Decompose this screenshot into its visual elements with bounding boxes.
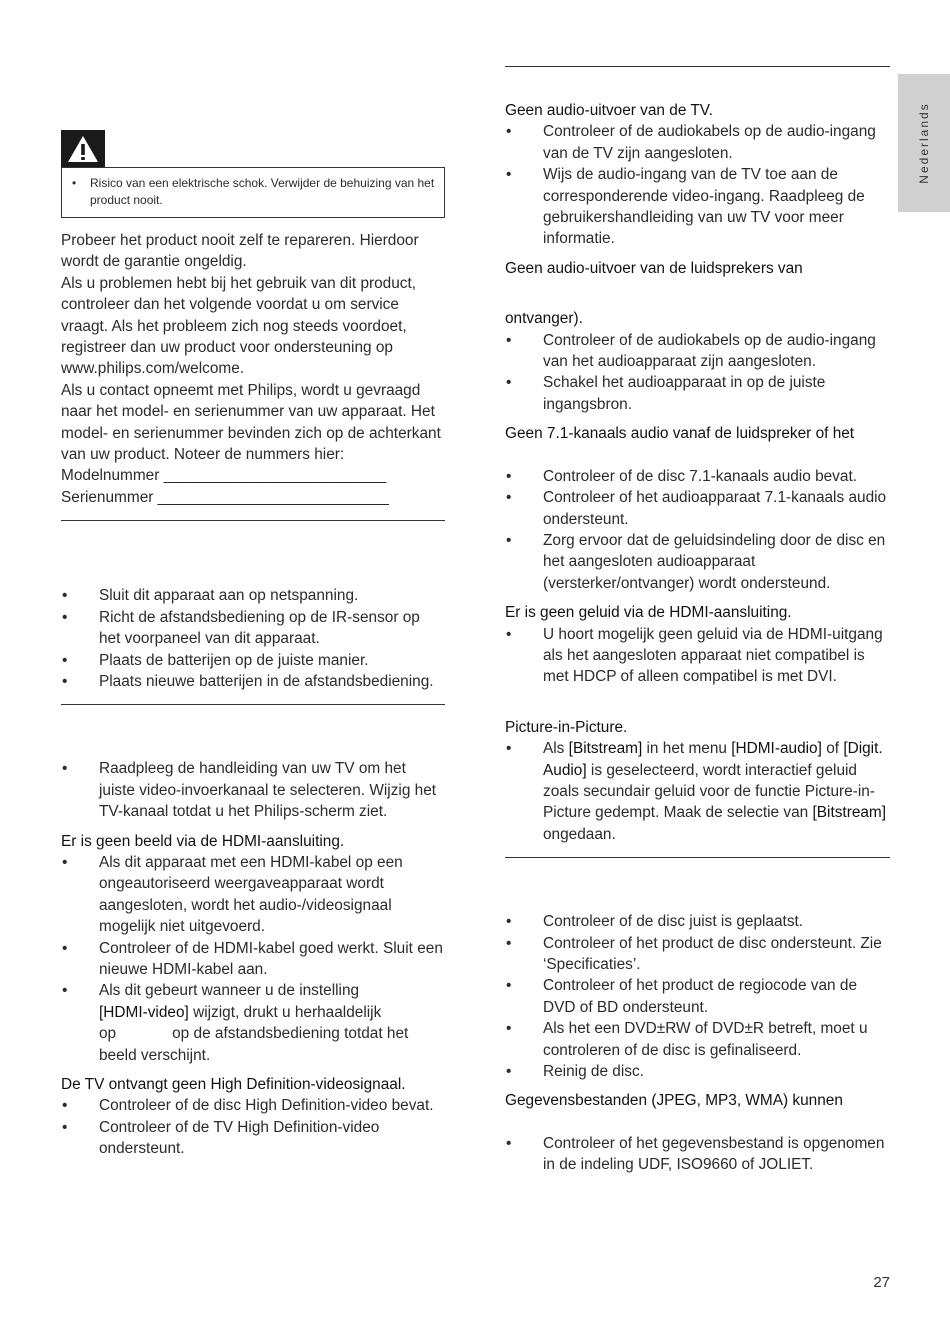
- menu-option-keyword: [Bitstream]: [568, 740, 643, 758]
- left-column: [61, 130, 445, 1160]
- disc-checklist: [505, 911, 890, 1082]
- model-number-line: Modelnummer __________________________: [61, 467, 387, 485]
- speaker-audio-heading-cont: ontvanger).: [505, 310, 583, 328]
- data-files-checklist: [505, 1133, 890, 1176]
- serial-number-line: Serienummer ___________________________: [61, 488, 389, 506]
- list-item: • Controleer of de HDMI-kabel goed werkt. Sluit een nieuwe HDMI-kabel aan.: [61, 938, 445, 981]
- list-item: • Reinig de disc.: [505, 1061, 890, 1082]
- item-text: of: [826, 740, 840, 758]
- list-item: • Wijs de audio-ingang van de TV toe aan de corresponderende video-ingang. Raadpleeg de gebruikershandleiding van uw TV voor meer informatie.: [505, 164, 890, 250]
- pip-checklist: [505, 738, 890, 845]
- hdmi-picture-checklist: [61, 852, 445, 1066]
- list-item: • Controleer of de disc juist is geplaatst.: [505, 911, 890, 932]
- list-item: • Plaats de batterijen op de juiste manier.: [61, 650, 445, 671]
- item-text: op: [99, 1025, 117, 1043]
- hd-video-checklist: [61, 1095, 445, 1159]
- intro-text: [61, 230, 445, 508]
- data-files-heading: Gegevensbestanden (JPEG, MP3, WMA) kunnen: [505, 1092, 843, 1110]
- tv-audio-checklist: [505, 121, 890, 249]
- menu-keyword: [Digit. Audio]: [543, 740, 883, 779]
- pip-heading: Picture-in-Picture.: [505, 718, 628, 736]
- list-item: • Controleer of de disc 7.1-kanaals audio bevat.: [505, 466, 890, 487]
- list-item: • Zorg ervoor dat de geluidsindeling door de disc en het aangesloten audioapparaat (versterker/ontvanger) wordt ondersteund.: [505, 530, 890, 594]
- list-item: • Raadpleeg de handleiding van uw TV om het juiste video-invoerkanaal te selecteren. Wijzig het TV-kanaal totdat u het Philips-scherm ziet.: [61, 758, 445, 822]
- list-item: • Schakel het audioapparaat in op de juiste ingangsbron.: [505, 372, 890, 415]
- list-item: • Controleer of het gegevensbestand is opgenomen in de indeling UDF, ISO9660 of JOLIET.: [505, 1133, 890, 1176]
- list-item: • Controleer of het audioapparaat 7.1-kanaals audio ondersteunt.: [505, 487, 890, 530]
- intro-paragraph: Probeer het product nooit zelf te repareren. Hierdoor wordt de garantie ongeldig.: [61, 232, 419, 271]
- hdmi-sound-checklist: [505, 624, 890, 688]
- item-text: ongedaan.: [543, 825, 616, 843]
- menu-option-keyword: [Bitstream]: [812, 804, 887, 822]
- language-tab-label: Nederlands: [917, 102, 931, 184]
- page-number: 27: [873, 1274, 890, 1291]
- hd-video-heading: De TV ontvangt geen High Definition-videosignaal.: [61, 1076, 406, 1093]
- remote-checklist: [61, 585, 445, 692]
- speaker-audio-checklist: [505, 330, 890, 416]
- list-item: • U hoort mogelijk geen geluid via de HDMI-uitgang als het aangesloten apparaat niet compatibel is met HDCP of alleen compatibel is met DVI.: [505, 624, 890, 688]
- hdmi-picture-heading: Er is geen beeld via de HDMI-aansluiting.: [61, 832, 345, 850]
- list-item: • Plaats nieuwe batterijen in de afstandsbediening.: [61, 671, 445, 692]
- warning-text: • Risico van een elektrische schok. Verwijder de behuizing van het product nooit.: [70, 175, 436, 209]
- intro-paragraph: Als u problemen hebt bij het gebruik van dit product, controleer dan het volgende voordat u om service vraagt. Als het probleem zich nog steeds voordoet, registreer dan uw product voor ondersteuning op www.philips.com/welcome.: [61, 274, 417, 378]
- item-text: op de afstandsbediening totdat het beeld verschijnt.: [99, 1025, 409, 1064]
- right-column: [505, 66, 890, 1176]
- list-item: • Controleer of het product de disc ondersteunt. Zie ‘Specificaties’.: [505, 933, 890, 976]
- item-text: wijzigt, drukt u herhaaldelijk: [193, 1003, 382, 1021]
- speaker-audio-heading: Geen audio-uitvoer van de luidsprekers van: [505, 259, 803, 277]
- warning-box: [61, 168, 445, 218]
- warning-header: [61, 130, 445, 168]
- list-item: • Richt de afstandsbediening op de IR-sensor op het voorpaneel van dit apparaat.: [61, 607, 445, 650]
- language-tab: [898, 74, 950, 212]
- menu-keyword: [HDMI-audio]: [731, 740, 822, 758]
- tv-audio-heading: Geen audio-uitvoer van de TV.: [505, 102, 713, 119]
- item-text: is geselecteerd, wordt interactief geluid zoals secundair geluid voor de functie Picture-in-Picture gedempt. Maak de selectie van: [543, 761, 875, 822]
- hdmi-sound-heading: Er is geen geluid via de HDMI-aansluiting.: [505, 604, 792, 622]
- list-item: [505, 738, 890, 845]
- intro-paragraph: Als u contact opneemt met Philips, wordt u gevraagd naar het model- en serienummer van uw apparaat. Het model- en serienummer bevinden zich op de achterkant van uw product. Noteer de nummers hier:: [61, 381, 441, 464]
- list-item: • Als het een DVD±RW of DVD±R betreft, moet u controleren of de disc is gefinaliseerd.: [505, 1018, 890, 1061]
- list-item: • Controleer of de audiokabels op de audio-ingang van de TV zijn aangesloten.: [505, 121, 890, 164]
- channel-71-heading: Geen 7.1-kanaals audio vanaf de luidspreker of het: [505, 425, 855, 443]
- warning-triangle-icon: [61, 130, 105, 167]
- list-item: • Controleer of de disc High Definition-video bevat.: [61, 1095, 445, 1116]
- menu-setting-keyword: [HDMI-video]: [99, 1003, 189, 1021]
- list-item: • Als dit apparaat met een HDMI-kabel op een ongeautoriseerd weergaveapparaat wordt aangesloten, wordt het audio-/videosignaal mogelijk niet uitgevoerd.: [61, 852, 445, 938]
- item-text: Als: [543, 740, 565, 758]
- channel-71-checklist: [505, 466, 890, 594]
- list-item: • Sluit dit apparaat aan op netspanning.: [61, 585, 445, 606]
- list-item: • Controleer of de audiokabels op de audio-ingang van het audioapparaat zijn aangesloten.: [505, 330, 890, 373]
- list-item: • Controleer of de TV High Definition-video ondersteunt.: [61, 1117, 445, 1160]
- item-text: Als dit gebeurt wanneer u de instelling: [99, 982, 360, 1000]
- list-item: • Controleer of het product de regiocode van de DVD of BD ondersteunt.: [505, 975, 890, 1018]
- item-text: in het menu: [646, 740, 727, 758]
- no-picture-checklist: [61, 758, 445, 822]
- list-item: [61, 980, 445, 1066]
